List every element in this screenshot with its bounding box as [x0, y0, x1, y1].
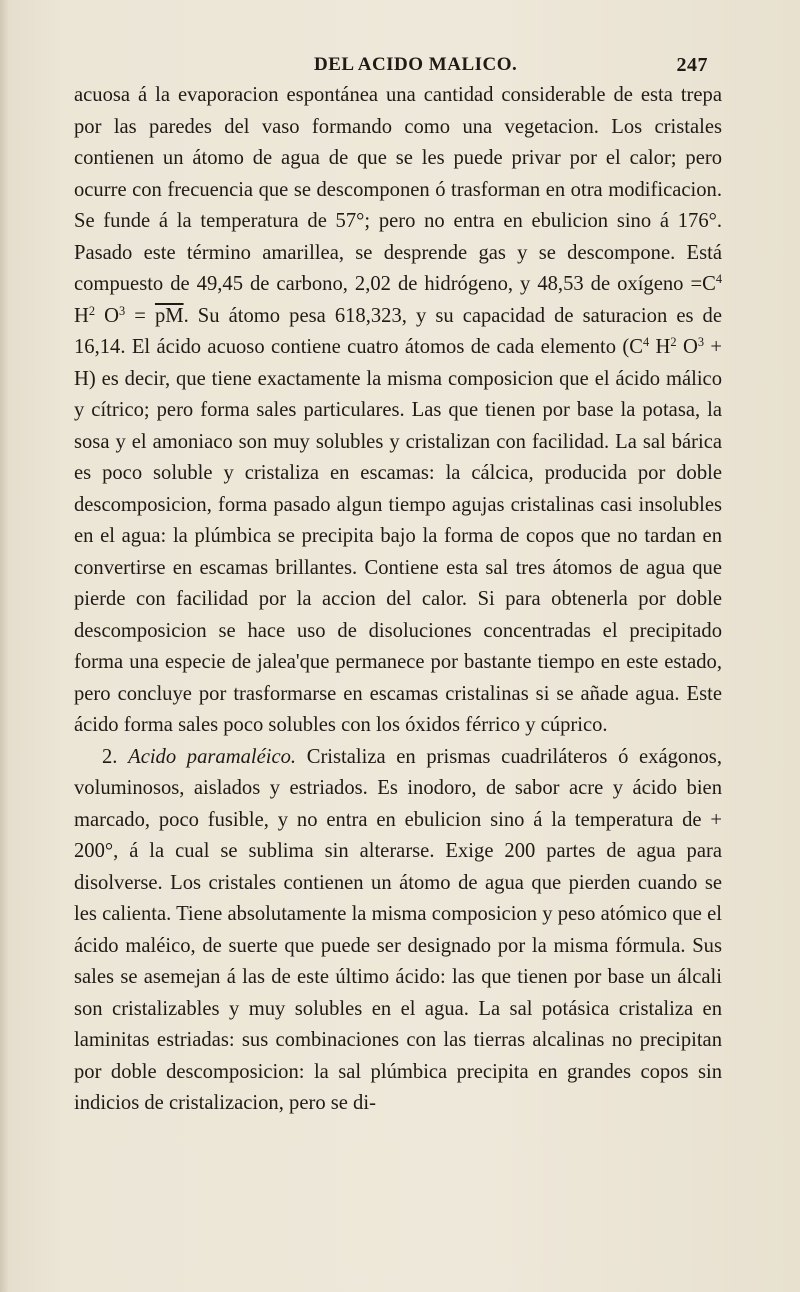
text-run: O [95, 304, 120, 327]
running-title: DEL ACIDO MALICO. [314, 54, 518, 75]
text-run: = [125, 304, 155, 327]
text-run: acuosa á la evaporacion espontánea una cantidad considerable de esta trepa por las paredes del vaso formando como una vegetacion. Los cristales contienen un átomo de agua de que se les puede privar por el calor; pero ocurre con frecuencia que se descomponen ó trasforman en otra modificacion. Se funde á la temperatura de 57°; pero no entra en ebulicion sino á 176°. Pasado este término amarillea, se desprende gas y se descompone. Está compuesto de 49,45 de carbono, 2,02 de hidrógeno, y 48,53 de oxígeno =C [74, 84, 722, 295]
superscript: 4 [643, 335, 650, 350]
text-run: H [74, 304, 89, 327]
page-header [314, 54, 708, 78]
superscript: 3 [697, 335, 705, 350]
text-run: H [649, 336, 671, 358]
text-run: . Su átomo pesa 618,323, y su capacidad de saturacion es de 16,14. El ácido acuoso contiene cuatro átomos de cada elemento (C [74, 304, 722, 358]
page-gutter [0, 0, 8, 1292]
superscript: 2 [88, 303, 96, 318]
text-run: Cristaliza en prismas cuadriláteros ó exágonos, voluminosos, aislados y estriados. Es inodoro, de sabor acre y ácido bien marcado, poco fusible, y no entra en ebulicion sino á la temperatura de + 200°, á la cual se sublima sin alterarse. Exige 200 partes de agua para disolverse. Los cristales contienen un átomo de agua que pierden cuando se les calienta. Tiene absolutamente la misma composicion y peso atómico que el ácido maléico, de suerte que puede ser designado por la misma fórmula. Sus sales se asemejan á las de este último ácido: las que tienen por base un álcali son cristalizables y muy solubles en el agua. La sal potásica cristaliza en laminitas estriadas: sus combinaciones con las tierras alcalinas no precipitan por doble descomposicion: la sal plúmbica precipita en grandes copos sin indicios de cristalizacion, pero se di- [74, 745, 722, 1114]
body-text [74, 80, 722, 1120]
superscript: 3 [119, 303, 126, 318]
formula-symbol: $\overline{pM}$ [154, 304, 184, 327]
superscript: 4 [715, 272, 722, 287]
text-run: O [676, 336, 698, 358]
section-number: 2. [102, 745, 118, 768]
paragraph-1 [74, 80, 722, 742]
text-run: + H) es decir, que tiene exactamente la misma composicion que el ácido málico y cítrico; pero forma sales particulares. Las que tienen por base la potasa, la sosa y el amoniaco son muy solubles y cristalizan con facilidad. La sal bárica es poco soluble y cristaliza en escamas: la cálcica, producida por doble descomposicion, forma pasado algun tiempo agujas cristalinas casi insolubles en el agua: la plúmbica se precipita bajo la forma de copos que no tardan en convertirse en escamas brillantes. Contiene esta sal tres átomos de agua que pierde con facilidad por la accion del calor. Si para obtenerla por doble descomposicion se hace uso de disoluciones concentradas el precipitado forma una especie de jalea'que permanece por bastante tiempo en este estado, pero concluye por trasformarse en escamas cristalinas si se añade agua. Este ácido forma sales poco solubles con los óxidos férrico y cúprico. [74, 336, 722, 736]
paragraph-2 [74, 742, 722, 1120]
section-heading: Acido paramaléico. [128, 745, 297, 768]
superscript: 2 [670, 335, 677, 350]
page-number: 247 [676, 54, 708, 76]
